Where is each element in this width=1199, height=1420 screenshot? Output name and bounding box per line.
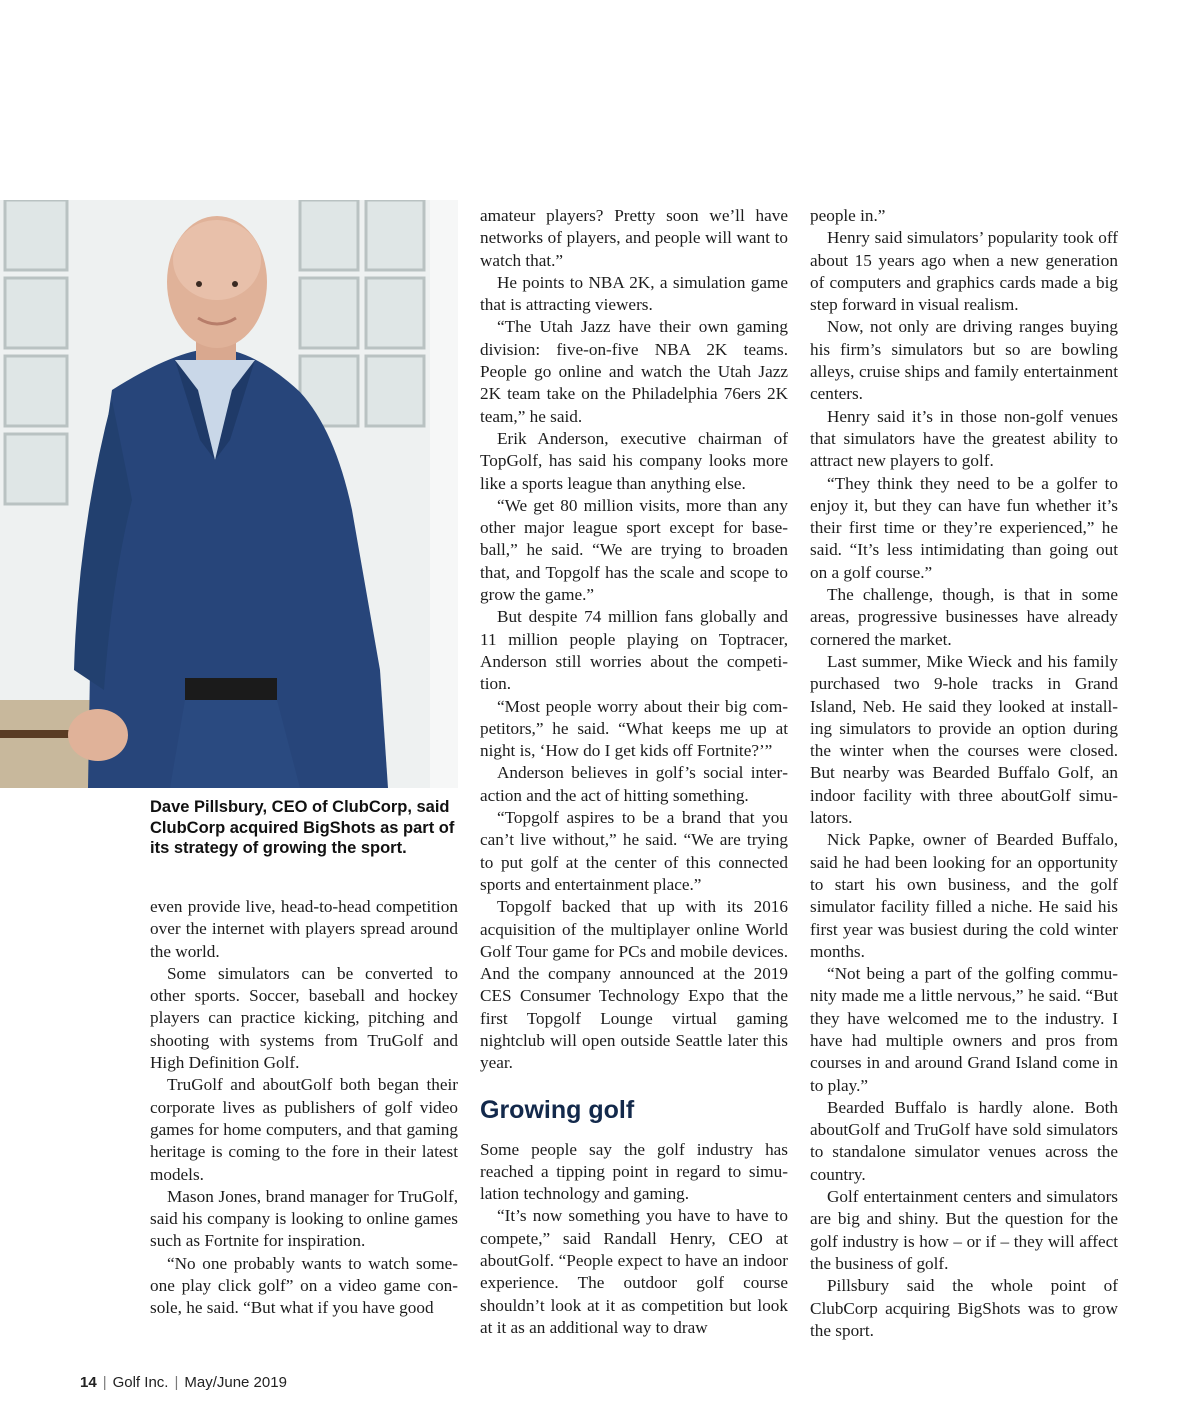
paragraph: “The Utah Jazz have their own gaming division: five-on-five NBA 2K teams. People go online and watch the Utah Jazz 2K team take on the Philadelphia 76ers 2K team,” he said. [480, 317, 788, 426]
paragraph: Now, not only are driving ranges buying his firm’s simulators but so are bowling alleys, cruise ships and family entertainment centers. [810, 317, 1118, 404]
paragraph: Nick Papke, owner of Bearded Buffalo, said he had been looking for an opportunity to start his own business, and the golf simulator facility filled a niche. He said his first year was busiest during the cold winter months. [810, 830, 1118, 961]
paragraph: But despite 74 million fans globally and 11 million people playing on Toptracer, Anderson still worries about the competition. [480, 607, 788, 694]
paragraph: “Most people worry about their big competitors,” he said. “What keeps me up at night is, ‘How do I get kids off Fortnite?’” [480, 696, 788, 761]
paragraph: He points to NBA 2K, a simulation game that is attracting viewers. [480, 272, 788, 315]
paragraph: Mason Jones, brand manager for TruGolf, said his company is looking to online games such as Fortnite for inspiration. [150, 1186, 458, 1251]
section-heading: Growing golf [480, 1095, 635, 1124]
paragraph: Bearded Buffalo is hardly alone. Both aboutGolf and TruGolf have sold simulators to standalone simulator venues across the country. [810, 1097, 1118, 1184]
paragraph: TruGolf and aboutGolf both began their corporate lives as publishers of golf video games for home computers, and that gaming heritage is coming to the fore in their latest models. [150, 1075, 458, 1184]
paragraph: “We get 80 million visits, more than any other major league sport except for baseball,” he said. “We are trying to broaden that, and Topgolf has the scale and scope to grow the game.” [480, 495, 788, 605]
portrait-photo [0, 200, 458, 788]
paragraph: people in.” [810, 206, 886, 225]
paragraph: Erik Anderson, executive chairman of TopGolf, has said his company looks more like a sports league than anything else. [480, 428, 788, 493]
page-number: 14 [80, 1374, 97, 1391]
publication-name: Golf Inc. [112, 1374, 169, 1391]
footer-divider: | [174, 1374, 179, 1391]
paragraph: “Topgolf aspires to be a brand that you can’t live without,” he said. “We are trying to put golf at the center of this connected sports and entertainment place.” [480, 808, 788, 894]
paragraph: Anderson believes in golf’s social interaction and the act of hitting something. [480, 763, 788, 805]
paragraph: The challenge, though, is that in some areas, progressive businesses have already cornered the market. [810, 585, 1118, 649]
paragraph: Golf entertainment centers and simulators are big and shiny. But the question for the golf industry is how – or if – they will affect the business of golf. [810, 1187, 1118, 1273]
text-column-2 [480, 205, 788, 1339]
paragraph: even provide live, head-to-head competition over the internet with players spread around the world. [150, 897, 458, 961]
paragraph: “Not being a part of the golfing community made me a little nervous,” he said. “But they have welcomed me to the industry. I have had multiple owners and pros from courses in and around Grand Island come in to play.” [810, 964, 1118, 1095]
paragraph: Some simulators can be converted to other sports. Soccer, baseball and hockey players can practice kicking, pitching and shooting with systems from TruGolf and High Definition Golf. [150, 963, 458, 1073]
text-column-3 [810, 205, 1118, 1342]
paragraph: “It’s now something you have to have to compete,” said Randall Henry, CEO at aboutGolf. “People expect to have an indoor experience. The outdoor golf course shouldn’t look at it as competition but look at it as an additional way to draw [480, 1206, 788, 1337]
paragraph: Henry said it’s in those non-golf venues that simulators have the greatest ability to attract new players to golf. [810, 406, 1118, 471]
paragraph: Topgolf backed that up with its 2016 acquisition of the multiplayer online World Golf Tour game for PCs and mobile devices. And the company announced at the 2019 CES Consumer Technology Expo that the first Topgolf Lounge virtual gaming nightclub will open outside Seattle later this year. [480, 897, 788, 1073]
issue-date: May/June 2019 [184, 1374, 287, 1391]
paragraph: Pillsbury said the whole point of ClubCorp acquiring BigShots was to grow the sport. [810, 1276, 1118, 1340]
paragraph: Some people say the golf industry has reached a tipping point in regard to simulation technology and gaming. [480, 1139, 788, 1204]
paragraph: amateur players? Pretty soon we’ll have networks of players, and people will want to watch that.” [480, 206, 788, 270]
paragraph: Henry said simulators’ popularity took off about 15 years ago when a new generation of computers and graphics cards made a big step forward in visual realism. [810, 228, 1118, 315]
page-footer [80, 1374, 287, 1391]
paragraph: “They think they need to be a golfer to enjoy it, but they can have fun whether it’s their first time or they’re experienced,” he said. “It’s less intimidating than going out on a golf course.” [810, 473, 1118, 582]
photo-caption: Dave Pillsbury, CEO of ClubCorp, said ClubCorp acquired BigShots as part of its strategy of growing the sport. [150, 798, 455, 857]
text-column-1 [150, 896, 458, 1320]
paragraph: Last summer, Mike Wieck and his family purchased two 9-hole tracks in Grand Island, Neb. He said they looked at installing simulators to provide an option during the winter when the courses were closed. But nearby was Bearded Buffalo Golf, an indoor facility with three aboutGolf simulators. [810, 651, 1118, 828]
paragraph: “No one probably wants to watch someone play click golf” on a video game console, he said. “But what if you have good [150, 1253, 458, 1318]
footer-divider: | [102, 1374, 107, 1391]
